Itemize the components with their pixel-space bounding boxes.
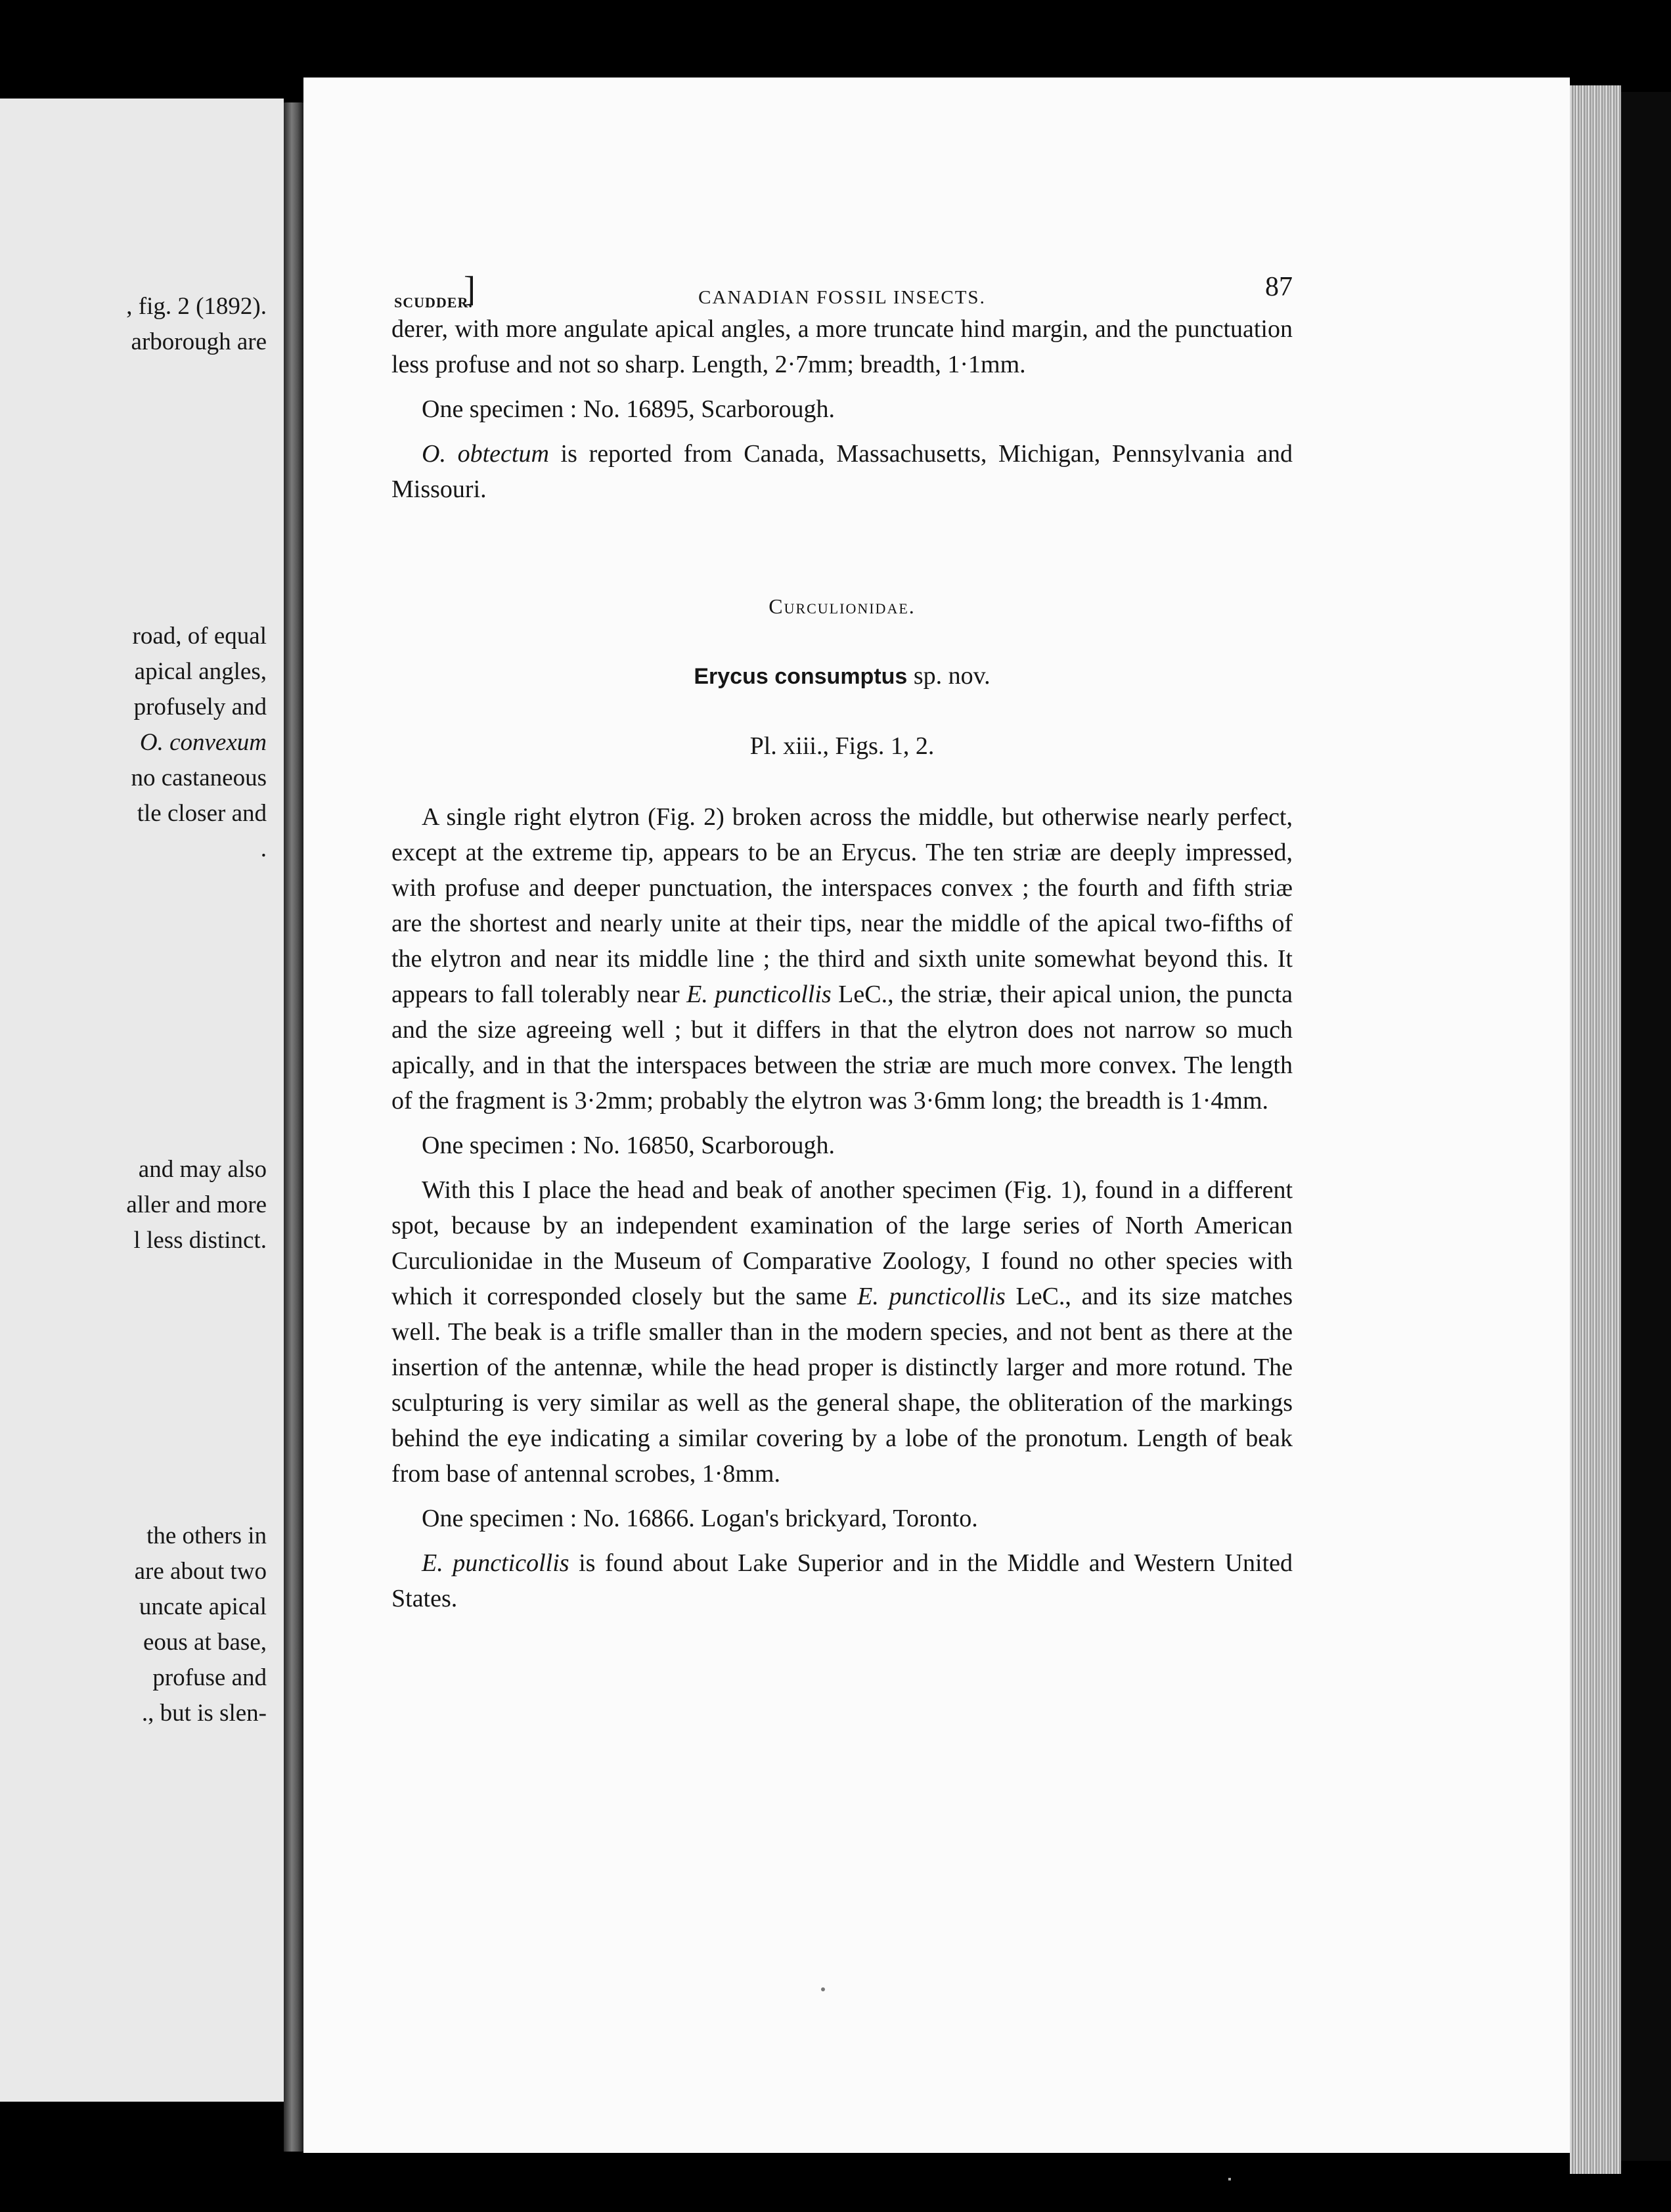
main-text-column: [391, 269, 1293, 1616]
left-page: [0, 99, 284, 2102]
left-page-line: no castaneous: [131, 764, 267, 791]
left-page-line: uncate apical: [139, 1593, 267, 1620]
species-italic: O. obtectum: [422, 440, 549, 468]
specimen-note-2: One specimen : No. 16850, Scarborough.: [422, 1132, 835, 1159]
species-suffix: sp. nov.: [907, 662, 991, 690]
left-page-line: ., but is slen-: [141, 1700, 267, 1727]
left-page-line: tle closer and: [137, 800, 267, 827]
plate-reference: Pl. xiii., Figs. 1, 2.: [749, 732, 935, 760]
left-page-line: road, of equal: [132, 623, 267, 650]
left-page-line: profuse and: [152, 1664, 267, 1691]
left-page-line: are about two: [134, 1558, 267, 1585]
species-heading: [391, 658, 1293, 694]
left-page-line: apical angles,: [134, 658, 267, 685]
final-distribution: [391, 1545, 1293, 1616]
left-page-line: the others in: [146, 1522, 267, 1549]
head-text-b: LeC., and its size matches well. The beak is a trifle smaller than in the modern species, and not bent as there at the insertion of the antennæ, while the head proper is distinctly larger and more rotund. The sculpturing is very similar as well as the general shape, the obliteration of the markings behind the eye indicating a similar covering by a lobe of the pronotum. Length of beak from base of antennal scrobes, 1·8mm.: [391, 1283, 1293, 1488]
book-gutter: [284, 102, 303, 2152]
running-head: [391, 269, 1293, 311]
description-paragraph: [391, 799, 1293, 1118]
specimen-note: One specimen : No. 16895, Scarborough.: [422, 395, 835, 423]
description-italic: E. puncticollis: [686, 981, 832, 1008]
head-beak-paragraph: [391, 1172, 1293, 1492]
left-page-line: arborough are: [131, 328, 267, 355]
final-text: is found about Lake Superior and in the Middle and Western United States.: [391, 1549, 1293, 1612]
family-heading: [391, 588, 1293, 624]
left-page-line: aller and more: [126, 1191, 267, 1218]
left-page-line: O. convexum: [139, 729, 267, 756]
page-speck: [821, 1987, 825, 1991]
left-page-line: .: [260, 835, 267, 862]
specimen-note-3: One specimen : No. 16866. Logan's brickyard, Toronto.: [422, 1505, 978, 1532]
left-page-line: profusely and: [133, 694, 267, 720]
running-head-bracket: ]: [464, 269, 476, 309]
left-page-line: eous at base,: [143, 1629, 267, 1656]
edge-shadow: [1621, 92, 1671, 2161]
species-name: Erycus consumptus: [694, 664, 908, 689]
final-italic: E. puncticollis: [422, 1549, 569, 1577]
left-page-line: l less distinct.: [133, 1227, 267, 1254]
running-head-title: CANADIAN FOSSIL INSECTS.: [698, 287, 986, 308]
corner-speck: [1228, 2178, 1231, 2180]
running-head-author: SCUDDER.: [394, 294, 473, 311]
paragraph-continued: derer, with more angulate apical angles, a more truncate hind margin, and the punctuation less profuse and not so sharp. Length, 2·7mm; breadth, 1·1mm.: [391, 315, 1293, 378]
description-text-b: LeC., the striæ, their apical union, the puncta and the size agreeing well ; but it differs in that the elytron does not narrow so much apically, and in that the interspaces between the striæ are much more convex. The length of the fragment is 3·2mm; probably the elytron was 3·6mm long; the breadth is 1·4mm.: [391, 981, 1293, 1115]
page-number: 87: [1265, 272, 1293, 302]
distribution-paragraph: [391, 436, 1293, 507]
distribution-text: is reported from Canada, Massachusetts, Michigan, Pennsylvania and Missouri.: [391, 440, 1293, 503]
page-edges: [1570, 85, 1621, 2174]
left-page-line: and may also: [138, 1156, 267, 1183]
family-name: Curculionidae.: [769, 594, 916, 618]
head-text-a: With this I place the head and beak of another specimen (Fig. 1), found in a different spot, because by an independent examination of the large series of North American Curculionidae in the Museum of Comparative Zoology, I found no other species with which it corresponded closely but the same: [391, 1176, 1293, 1310]
left-page-line: , fig. 2 (1892).: [126, 293, 267, 320]
description-text-a: A single right elytron (Fig. 2) broken across the middle, but otherwise nearly perfect, except at the extreme tip, appears to be an Erycus. The ten striæ are deeply impressed, with profuse and deeper punctuation, the interspaces convex ; the fourth and fifth striæ are the shortest and nearly unite at their tips, near the middle of the apical two-fifths of the elytron and near its middle line ; the third and sixth unite somewhat beyond this. It appears to fall tolerably near: [391, 803, 1293, 1008]
head-italic: E. puncticollis: [857, 1283, 1006, 1310]
